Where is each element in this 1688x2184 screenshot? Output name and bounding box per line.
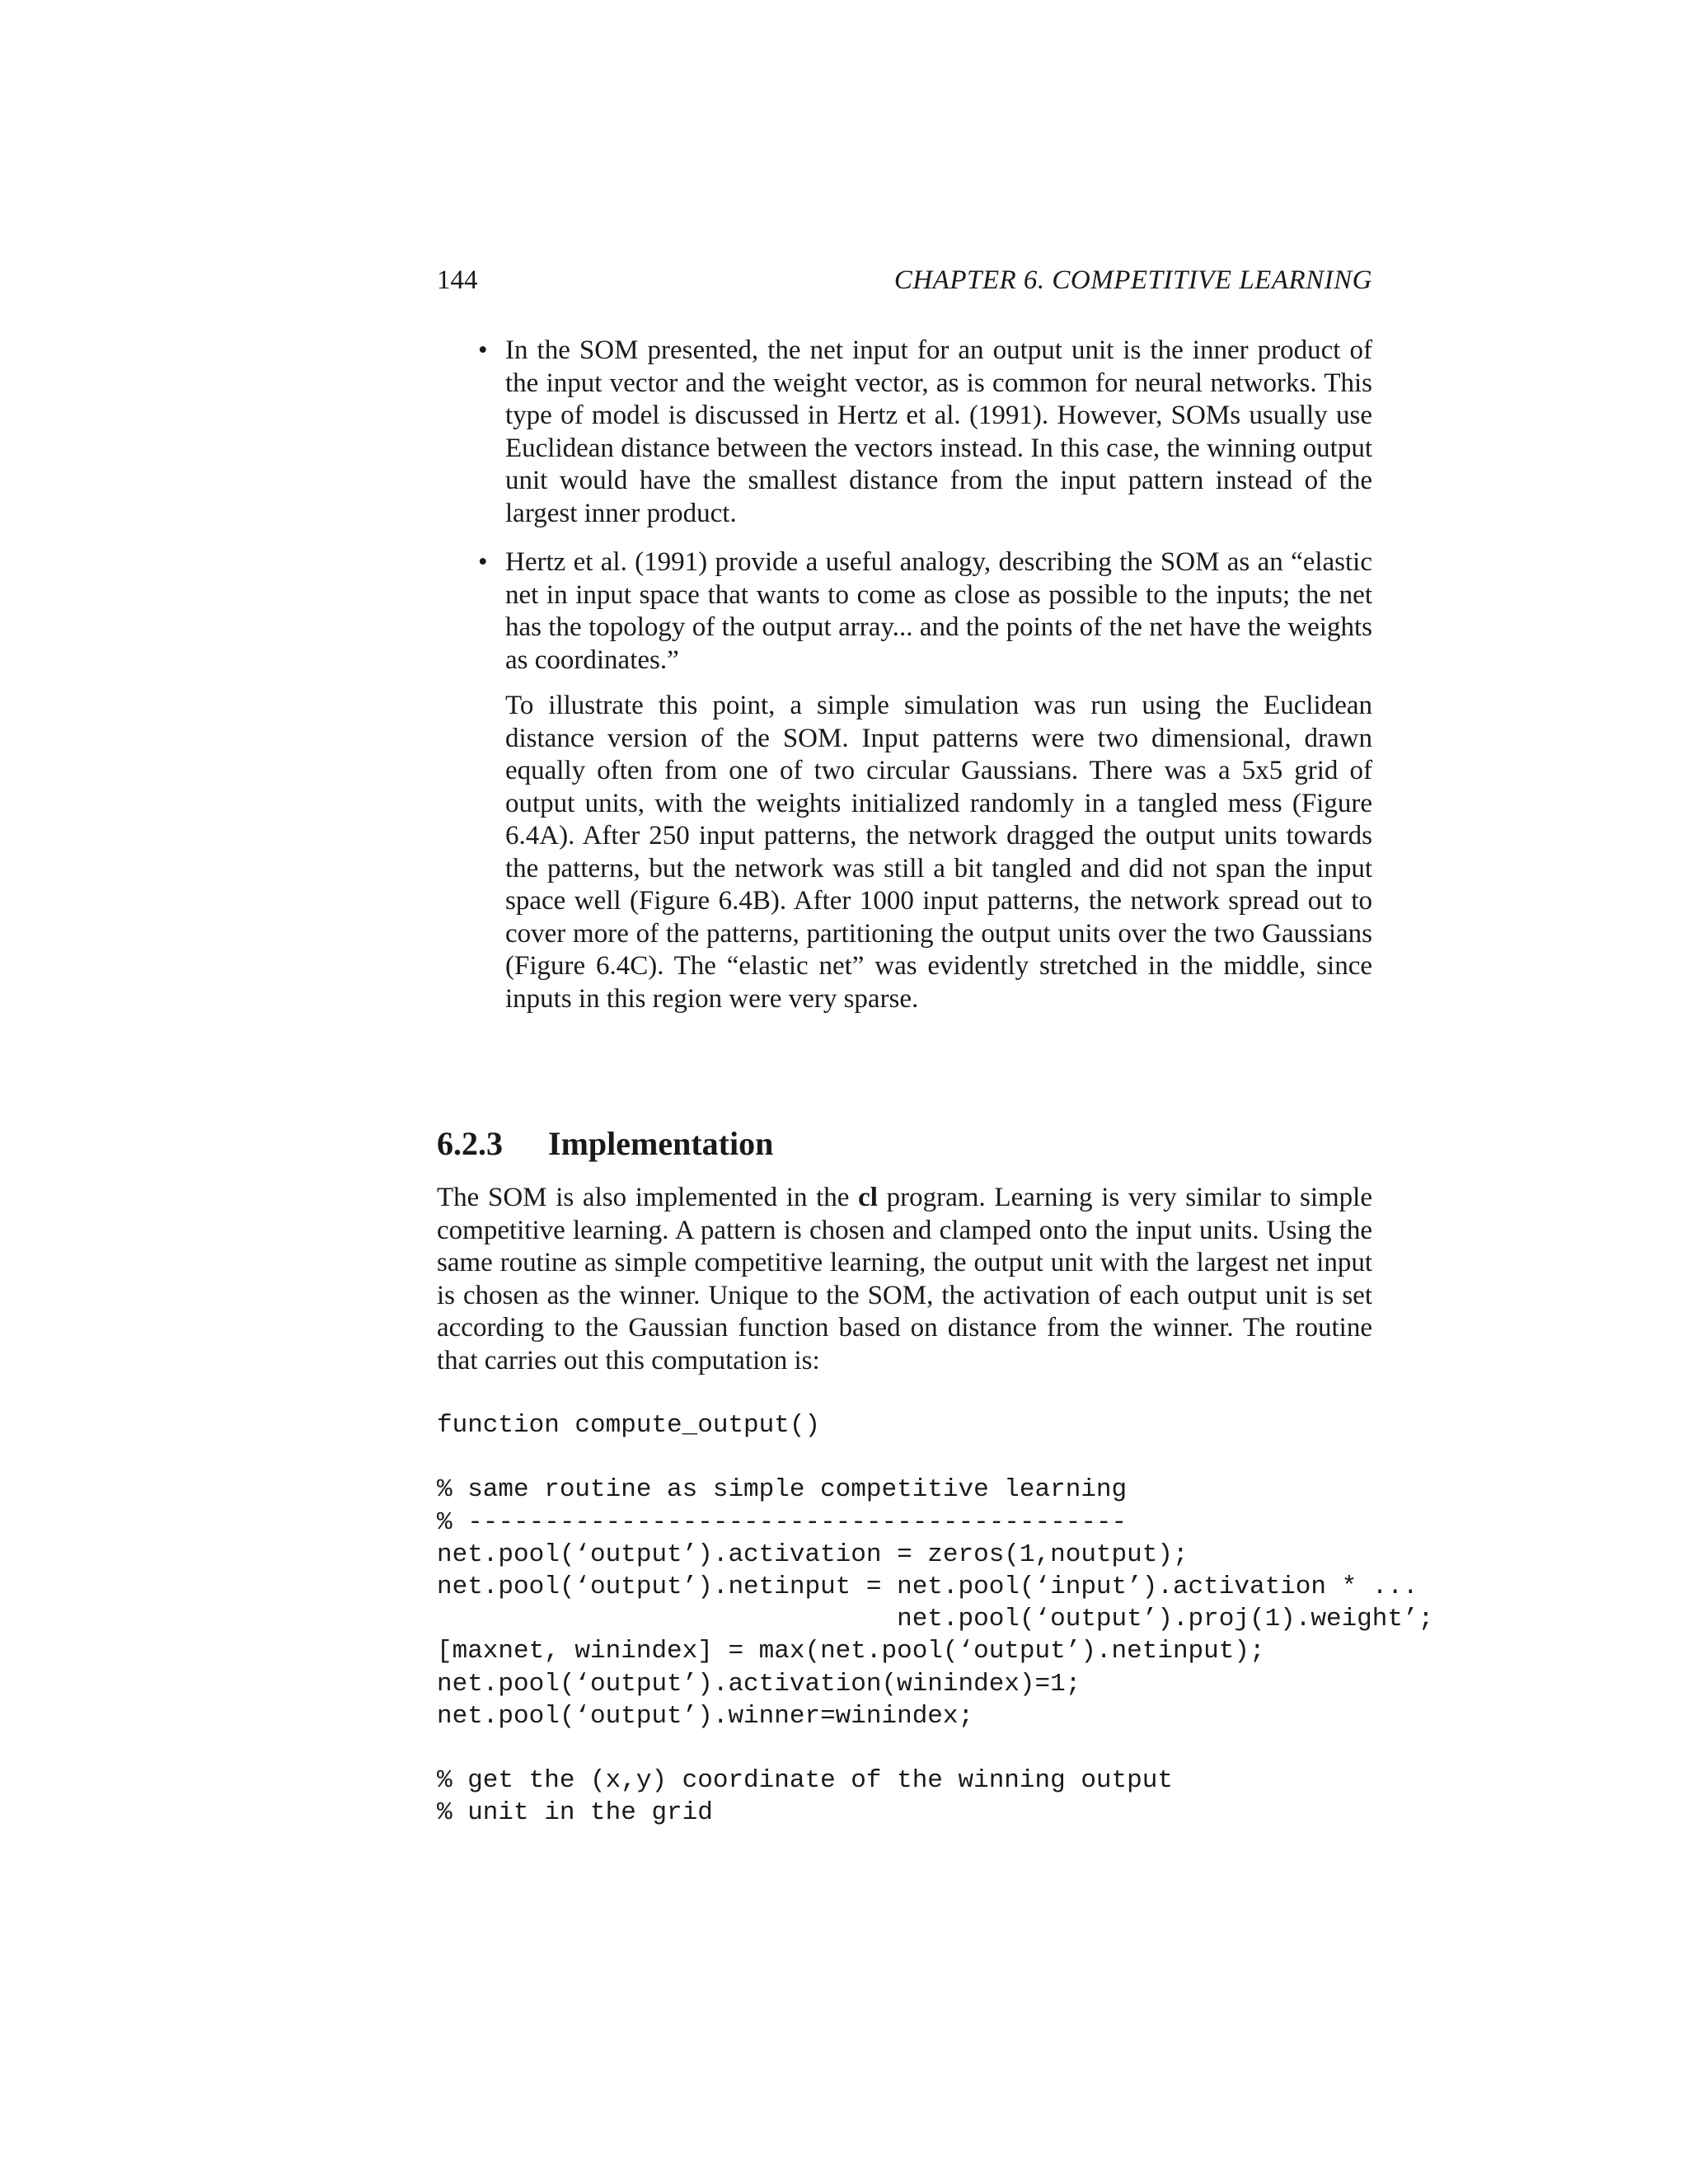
bullet-item bbox=[437, 546, 1372, 1015]
bullet-paragraph: Hertz et al. (1991) provide a useful analogy, describing the SOM as an “elastic net in input space that wants to come as close as possible to the inputs; the net has the topology of the output array... and the points of the net have the weights as coordinates.” bbox=[505, 547, 1372, 675]
code-line: % get the (x,y) coordinate of the winning output bbox=[437, 1766, 1173, 1796]
code-line bbox=[437, 1441, 1372, 1474]
code-line bbox=[437, 1732, 1372, 1765]
section-paragraph bbox=[437, 1182, 1372, 1377]
document-page bbox=[437, 0, 1434, 2184]
code-line: net.pool(‘output’).proj(1).weight’; bbox=[437, 1605, 1434, 1634]
intro-text-after: program. Learning is very similar to simple competitive learning. A pattern is chosen and clamped onto the input units. Using the same routine as simple competitive learning, the output unit with the largest net input is chosen as the winner. Unique to the SOM, the activation of each output unit is set according to the Gaussian function based on distance from the winner. The routine that carries out this computation is: bbox=[437, 1183, 1372, 1376]
code-line: % ------------------------------------------- bbox=[437, 1507, 1128, 1537]
section-title: Implementation bbox=[548, 1125, 774, 1162]
code-line: net.pool(‘output’).activation(winindex)=1; bbox=[437, 1669, 1081, 1699]
running-header bbox=[437, 262, 1372, 298]
code-line: % same routine as simple competitive learning bbox=[437, 1475, 1128, 1505]
code-line: net.pool(‘output’).netinput = net.pool(‘input’).activation * ... bbox=[437, 1572, 1418, 1601]
bullet-list bbox=[437, 335, 1372, 1032]
bullet-paragraph: To illustrate this point, a simple simulation was run using the Euclidean distance version of the SOM. Input patterns were two dimensional, drawn equally often from one of two circular Gaussians. There was a 5x5 grid of output units, with the weights initialized randomly in a tangled mess (Figure 6.4A). After 250 input patterns, the network dragged the output units towards the patterns, but the network was still a bit tangled and did not span the input space well (Figure 6.4B). After 1000 input patterns, the network spread out to cover more of the patterns, partitioning the output units over the two Gaussians (Figure 6.4C). The “elastic net” was evidently stretched in the middle, since inputs in this region were very sparse. bbox=[505, 691, 1372, 1014]
bullet-marker: • bbox=[478, 335, 488, 365]
page-number: 144 bbox=[437, 265, 478, 295]
code-line: % unit in the grid bbox=[437, 1798, 713, 1828]
code-line: net.pool(‘output’).activation = zeros(1,noutput); bbox=[437, 1540, 1189, 1569]
bullet-item bbox=[437, 335, 1372, 530]
code-line: net.pool(‘output’).winner=winindex; bbox=[437, 1701, 974, 1731]
bullet-marker: • bbox=[478, 547, 488, 577]
intro-text-before: The SOM is also implemented in the bbox=[437, 1183, 859, 1212]
bullet-paragraph: In the SOM presented, the net input for an output unit is the inner product of the input vector and the weight vector, as is common for neural networks. This type of model is discussed in Hertz et al. (1991). However, SOMs usually use Euclidean distance between the vectors instead. In this case, the winning output unit would have the smallest distance from the input pattern instead of the largest inner product. bbox=[505, 335, 1372, 528]
code-listing bbox=[437, 1409, 1434, 1829]
code-line: [maxnet, winindex] = max(net.pool(‘output’).netinput); bbox=[437, 1637, 1265, 1666]
section-number: 6.2.3 bbox=[437, 1125, 503, 1162]
chapter-title: CHAPTER 6. COMPETITIVE LEARNING bbox=[893, 265, 1372, 295]
section-heading bbox=[437, 1122, 1372, 1165]
code-line: function compute_output() bbox=[437, 1411, 821, 1440]
program-name: cl bbox=[858, 1183, 878, 1212]
